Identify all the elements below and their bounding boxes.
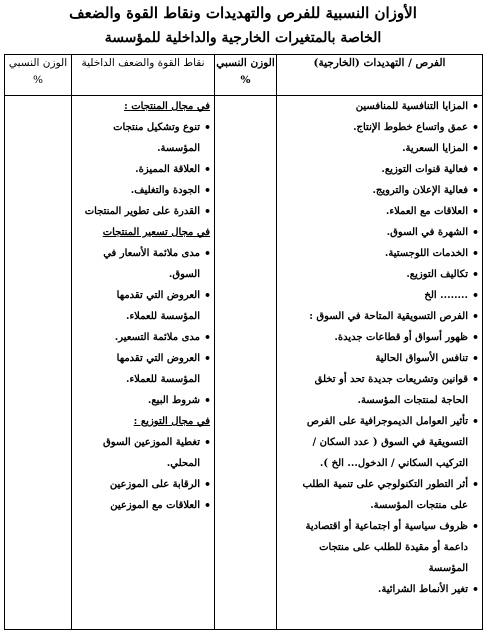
list-item: • الفرص التسويقية المتاحة في السوق :: [277, 306, 482, 327]
header-weight-left: الوزن النسبي %: [5, 55, 72, 96]
distribution-heading: في مجال التوزيع :: [133, 416, 210, 427]
list-item-continuation: التركيب السكاني / الدخول... الخ ).: [319, 458, 468, 469]
list-item: • تغطية الموزعين السوق: [72, 432, 214, 453]
pricing-heading: في مجال تسعير المنتجات: [102, 227, 210, 238]
list-item: • ........ الخ: [277, 285, 482, 306]
pricing-list: [72, 243, 214, 411]
list-item: • شروط البيع.: [72, 390, 214, 411]
list-item: • العلاقات مع العملاء.: [277, 201, 482, 222]
list-item-continuation: على منتجات المؤسسة.: [370, 500, 468, 511]
table-body-row: [5, 96, 483, 630]
products-list: [72, 117, 214, 222]
table-header-row: [5, 55, 483, 96]
list-item: • تنوع وتشكيل منتجات: [72, 117, 214, 138]
header-opportunities: الفرص / التهديدات (الخارجية): [277, 55, 483, 96]
list-item: • أثر التطور التكنولوجي على تنمية الطلب: [277, 474, 482, 495]
list-item: • ظهور أسواق أو قطاعات جديدة.: [277, 327, 482, 348]
weights-table: [4, 54, 483, 630]
list-item: • المزايا التنافسية للمنافسين: [277, 96, 482, 117]
list-item: • الرقابة على الموزعين: [72, 474, 214, 495]
list-item-continuation: المؤسسة: [428, 563, 468, 574]
list-item-continuation: السوق.: [168, 269, 200, 280]
list-item: • تأثير العوامل الديموجرافية على الفرص: [277, 411, 482, 432]
opportunities-list: [277, 96, 482, 600]
list-item-continuation: المحلي.: [166, 458, 200, 469]
list-item-continuation: المؤسسة.: [157, 143, 200, 154]
list-item: • العروض التي تقدمها: [72, 285, 214, 306]
list-item: • قوانين وتشريعات جديدة تحد أو تخلق: [277, 369, 482, 390]
list-item: • الجودة والتغليف.: [72, 180, 214, 201]
weight-left-cell: [5, 96, 72, 630]
distribution-list: [72, 432, 214, 516]
list-item: • فعالية الإعلان والترويج.: [277, 180, 482, 201]
list-item-continuation: التسويقية في السوق ( عدد السكان /: [312, 437, 468, 448]
list-item: • تغير الأنماط الشرائية.: [277, 579, 482, 600]
list-item: • القدرة على تطوير المنتجات: [72, 201, 214, 222]
list-item: • مدى ملائمة الأسعار في: [72, 243, 214, 264]
opportunities-cell: [277, 96, 483, 630]
header-strengths: نقاط القوة والضعف الداخلية: [72, 55, 215, 96]
page-title: الأوزان النسبية للفرص والتهديدات ونقاط القوة والضعف: [69, 4, 417, 22]
list-item: • تكاليف التوزيع.: [277, 264, 482, 285]
products-heading: في مجال المنتجات :: [124, 101, 210, 112]
header-weight-right: الوزن النسبي %: [215, 55, 277, 96]
list-item: • المزايا السعرية.: [277, 138, 482, 159]
list-item: • العلاقة المميزة.: [72, 159, 214, 180]
list-item: • عمق واتساع خطوط الإنتاج.: [277, 117, 482, 138]
strengths-cell: [72, 96, 215, 630]
list-item: • الخدمات اللوجستية.: [277, 243, 482, 264]
list-item: • مدى ملائمة التسعير.: [72, 327, 214, 348]
list-item-continuation: المؤسسة للعملاء.: [125, 311, 200, 322]
list-item: • العروض التي تقدمها: [72, 348, 214, 369]
list-item-continuation: الحاجة لمنتجات المؤسسة.: [357, 395, 468, 406]
list-item-continuation: داعمة أو مقيدة للطلب على منتجات: [319, 542, 468, 553]
list-item: • ظروف سياسية أو اجتماعية أو اقتصادية: [277, 516, 482, 537]
list-item-continuation: المؤسسة للعملاء.: [125, 374, 200, 385]
list-item: • الشهرة في السوق.: [277, 222, 482, 243]
list-item: • تنافس الأسواق الحالية: [277, 348, 482, 369]
page-subtitle: الخاصة بالمتغيرات الخارجية والداخلية للمؤسسة: [104, 30, 382, 46]
weight-right-cell: [215, 96, 277, 630]
list-item: • العلاقات مع الموزعين: [72, 495, 214, 516]
list-item: • فعالية قنوات التوزيع.: [277, 159, 482, 180]
